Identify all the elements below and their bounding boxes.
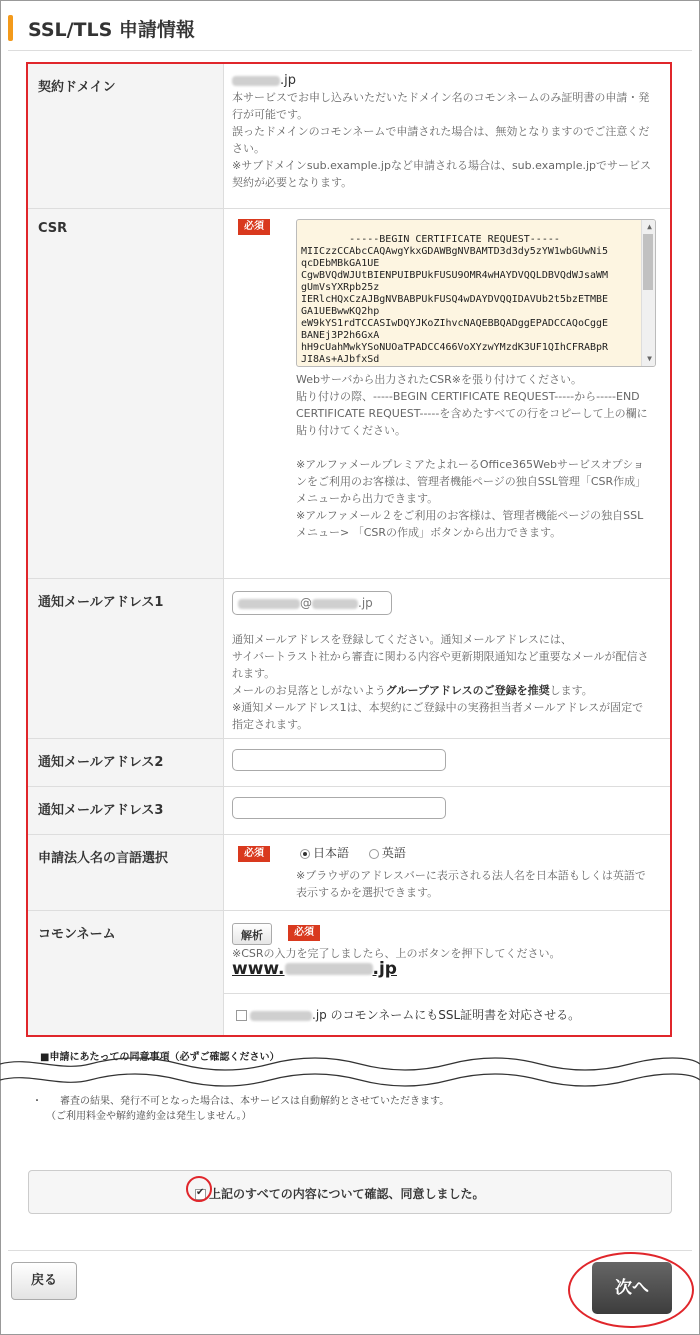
language-note-0: ※ブラウザのアドレスバーに表示される法人名を日本語もしくは英語で [296, 869, 646, 882]
domain-note-4: ※サブドメインsub.example.jpなど申請される場合は、sub.example.jpでサービス [232, 159, 652, 172]
row-common-name [28, 911, 670, 1035]
header-accent-bar [8, 15, 13, 41]
common-name-note: ※CSRの入力を完了しましたら、上のボタンを押下してください。 [232, 947, 561, 960]
agree-highlight-circle [186, 1176, 212, 1202]
header-divider [8, 50, 692, 51]
terms-heading: ■申請にあたっての同意事項（必ずご確認ください） [40, 1052, 280, 1063]
email1-input[interactable]: @ .jp [232, 591, 392, 615]
email1-note-0: 通知メールアドレスを登録してください。通知メールアドレスには、 [232, 633, 572, 646]
domain-note-0: 本サービスでお申し込みいただいたドメイン名のコモンネームのみ証明書の申請・発 [232, 91, 650, 104]
value-csr [223, 209, 670, 578]
blurred-email-user [238, 599, 300, 609]
required-badge-csr: 必須 [238, 219, 270, 235]
torn-edge-divider [0, 1056, 700, 1092]
csr-note-3: 貼り付けてください。 [296, 424, 406, 437]
section-header [8, 12, 688, 44]
radio-japanese-icon[interactable] [300, 849, 310, 859]
email2-input[interactable] [232, 749, 446, 771]
email1-note-1: サイバートラスト社から審査に関わる内容や更新期限通知など重要なメールが配信さ [232, 650, 649, 663]
value-domain [223, 64, 670, 208]
required-badge-common-name: 必須 [288, 925, 320, 941]
domain-note-3: さい。 [232, 142, 265, 155]
value-email3 [223, 787, 670, 834]
email1-note2-1: 指定されます。 [232, 718, 309, 731]
value-email2 [223, 739, 670, 786]
domain-value: .jp [232, 72, 664, 89]
label-common-name: コモンネーム [28, 911, 223, 1035]
terms-line-1: ・ 審査の結果、発行不可となった場合は、本サービスは自動解約とさせていただきます。 [32, 1096, 450, 1107]
back-button[interactable]: 戻る [11, 1262, 77, 1300]
common-name-divider [224, 993, 670, 994]
blurred-email-domain [312, 599, 358, 609]
csr-note-9: メニュー> 「CSRの作成」ボタンから出力できます。 [296, 526, 562, 539]
application-form [26, 62, 672, 1037]
email1-note-bold-line: メールのお見落としがないようグループアドレスのご登録を推奨します。 [232, 684, 593, 697]
parse-button[interactable]: 解析 [232, 923, 272, 945]
email3-input[interactable] [232, 797, 446, 819]
label-csr: CSR [28, 209, 223, 578]
scroll-up-icon[interactable]: ▲ [647, 222, 652, 231]
language-note-1: 表示するかを選択できます。 [296, 886, 439, 899]
row-domain [28, 64, 670, 209]
domain-note-2: 誤ったドメインのコモンネームで申請された場合は、無効となりますのでご注意くだ [232, 125, 650, 138]
terms-line-2: （ご利用料金や解約違約金は発生しません。） [46, 1111, 252, 1122]
csr-notes [296, 371, 666, 541]
csr-note-7: メニューから出力できます。 [296, 492, 439, 505]
blurred-common-name [285, 963, 373, 975]
common-name-value: www. .jp [232, 959, 397, 979]
csr-scrollbar[interactable] [641, 220, 655, 366]
label-domain: 契約ドメイン [28, 64, 223, 208]
agree-box [28, 1170, 672, 1214]
csr-note-6: ンをご利用のお客様は、管理者機能ページの独自SSL管理「CSR作成」 [296, 475, 647, 488]
value-language [223, 835, 670, 910]
scroll-down-icon[interactable]: ▼ [647, 354, 652, 363]
page-title: SSL/TLS 申請情報 [28, 19, 195, 41]
csr-note-2: CERTIFICATE REQUEST-----を含めたすべての行をコピーして上の欄に [296, 407, 648, 420]
email1-note-2: れます。 [232, 667, 276, 680]
label-email3: 通知メールアドレス3 [28, 787, 223, 834]
terms-body [32, 1094, 449, 1124]
radio-english[interactable]: 英語 [369, 846, 406, 860]
blurred-base-domain [250, 1011, 312, 1021]
language-options [300, 845, 406, 862]
scroll-thumb[interactable] [643, 234, 653, 290]
next-button[interactable]: 次へ [592, 1262, 672, 1314]
next-highlight-circle [568, 1252, 694, 1328]
csr-note-8: ※アルファメール２をご利用のお客様は、管理者機能ページの独自SSL [296, 509, 644, 522]
email1-notes [232, 631, 662, 733]
row-language [28, 835, 670, 911]
domain-note-5: 契約が必要となります。 [232, 176, 353, 189]
radio-japanese[interactable]: 日本語 [300, 846, 349, 860]
blurred-domain [232, 76, 280, 86]
email1-note2-0: ※通知メールアドレス1は、本契約にご登録中の実務担当者メールアドレスが固定で [232, 701, 644, 714]
row-email1 [28, 579, 670, 739]
value-common-name [223, 911, 670, 1035]
row-email3 [28, 787, 670, 835]
required-badge-language: 必須 [238, 846, 270, 862]
csr-note-0: Webサーバから出力されたCSR※を張り付けてください。 [296, 373, 582, 386]
csr-note-1: 貼り付けの際、-----BEGIN CERTIFICATE REQUEST-----から-----END [296, 390, 640, 403]
language-notes [296, 867, 666, 901]
csr-note-5: ※アルファメールプレミアたよれーるOffice365Webサービスオプショ [296, 458, 644, 471]
radio-english-icon[interactable] [369, 849, 379, 859]
csr-textarea[interactable]: -----BEGIN CERTIFICATE REQUEST----- MIICzzCCAbcCAQAwgYkxGDAWBgNVBAMTD3d3dy5zYW1wbGUwNi5 qcDEbMBkGA1UE CgwBVQdWJUtBIENPUIBPUkFUSU9OMR4wHAYDVQQLDBVQdWJsaWM gUmVsYXRpb25z IERlcHQxCzAJBgNVBABPUkFUSQ4wDAYDVQQIDAVUb2t5bzETMBE GA1UEBwwKQ2hp eW9kYS1rdTCCASIwDQYJKoZIhvcNAQEBBQADggEPADCCAQoCggE BANEj3P2h6GxA hH9cUahMwkYSoNUOaTPADCC466VoXYzwYMzdK3UF1QIhCFRABpR JI8As+AJbfxSd ▲ ▼ [296, 219, 656, 367]
row-csr [28, 209, 670, 579]
label-email2: 通知メールアドレス2 [28, 739, 223, 786]
row-email2 [28, 739, 670, 787]
csr-note-spacer [296, 439, 666, 456]
common-name-checkbox[interactable]: .jp のコモンネームにもSSL証明書を対応させる。 [236, 1007, 580, 1024]
footer-divider [8, 1250, 692, 1251]
domain-note-1: 行が可能です。 [232, 108, 309, 121]
agree-checkbox[interactable]: ✔上記のすべての内容について確認、同意しました。 [195, 1185, 485, 1202]
label-language: 申請法人名の言語選択 [28, 835, 223, 910]
label-email1: 通知メールアドレス1 [28, 579, 223, 738]
checkbox-icon[interactable] [236, 1010, 247, 1021]
value-email1 [223, 579, 670, 738]
